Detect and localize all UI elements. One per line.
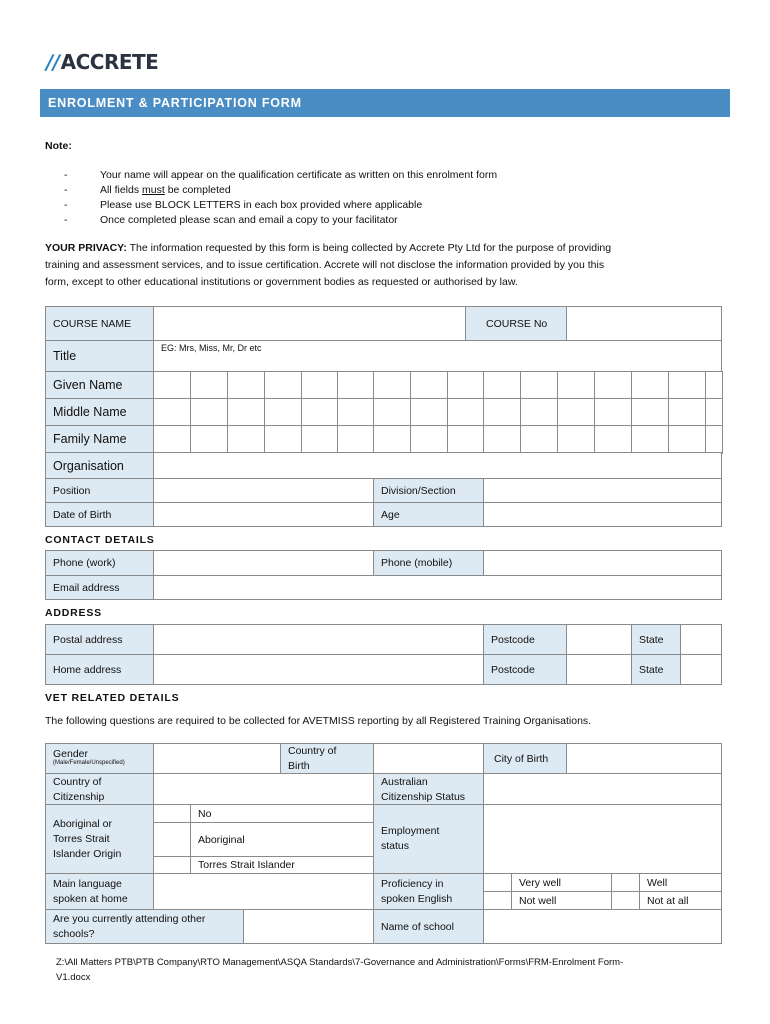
logo-text: ACCRETE — [60, 50, 159, 74]
vet-heading: VET RELATED DETAILS — [45, 692, 180, 704]
citizenship-line-1: Country of — [53, 776, 102, 788]
logo-mark-icon: ∕∕ — [46, 50, 60, 74]
middle-name-label: Middle Name — [45, 398, 154, 426]
note-fields-suffix: be completed — [164, 184, 231, 196]
employment-input[interactable] — [483, 804, 722, 874]
given-name-letter-box[interactable] — [337, 371, 374, 399]
accrete-logo — [46, 50, 158, 74]
not-at-all-label: Not at all — [639, 891, 722, 910]
family-name-letter-box[interactable] — [705, 425, 723, 454]
privacy-line-1: The information requested by this form is being collected by Accrete Pty Ltd for the purpose of providing — [126, 242, 612, 254]
given-name-letter-box[interactable] — [153, 371, 191, 399]
postal-state-input[interactable] — [680, 624, 722, 655]
given-name-label: Given Name — [45, 371, 154, 399]
family-name-letter-box[interactable] — [520, 425, 558, 454]
origin-no-checkbox[interactable] — [153, 804, 191, 823]
main-language-line-1: Main language — [53, 877, 122, 890]
middle-name-letter-box[interactable] — [301, 398, 338, 426]
organisation-input[interactable] — [153, 452, 722, 479]
well-label: Well — [639, 873, 722, 892]
aus-citizenship-line-1: Australian — [381, 776, 428, 788]
family-name-letter-box[interactable] — [483, 425, 521, 454]
bullet: - — [64, 184, 68, 196]
middle-name-letter-box[interactable] — [631, 398, 669, 426]
family-name-letter-box[interactable] — [153, 425, 191, 454]
contact-heading: CONTACT DETAILS — [45, 534, 155, 546]
family-name-letter-box[interactable] — [410, 425, 448, 454]
division-input[interactable] — [483, 478, 722, 503]
family-name-letter-box[interactable] — [373, 425, 411, 454]
middle-name-letter-box[interactable] — [153, 398, 191, 426]
bullet: - — [64, 199, 68, 211]
family-name-letter-box[interactable] — [594, 425, 632, 454]
email-input[interactable] — [153, 575, 722, 600]
note-item-certificate: Your name will appear on the qualification certificate as written on this enrolment form — [100, 169, 498, 181]
postal-address-label: Postal address — [45, 624, 154, 655]
well-checkbox[interactable] — [611, 873, 640, 892]
origin-tsi-checkbox[interactable] — [153, 856, 191, 874]
postal-postcode-label: Postcode — [483, 624, 567, 655]
file-path-footer — [56, 955, 623, 985]
school-name-input[interactable] — [483, 909, 722, 944]
middle-name-letter-box[interactable] — [264, 398, 302, 426]
address-heading: ADDRESS — [45, 607, 102, 619]
gender-input[interactable] — [153, 743, 281, 774]
proficiency-line-2: spoken English — [381, 892, 453, 905]
organisation-label: Organisation — [45, 452, 154, 479]
given-name-letter-box[interactable] — [520, 371, 558, 399]
citizenship-line-2: Citizenship — [53, 791, 105, 803]
middle-name-letter-box[interactable] — [373, 398, 411, 426]
title-input[interactable]: EG: Mrs, Miss, Mr, Dr etc — [153, 340, 722, 372]
country-of-birth-line-1: Country of — [288, 745, 337, 757]
home-state-label: State — [631, 654, 681, 685]
age-label: Age — [373, 502, 484, 527]
citizenship-input[interactable] — [153, 773, 374, 805]
aus-citizenship-input[interactable] — [483, 773, 722, 805]
gender-label-text: Gender — [53, 748, 89, 760]
middle-name-letter-box[interactable] — [520, 398, 558, 426]
very-well-checkbox[interactable] — [483, 873, 512, 892]
origin-aboriginal-checkbox[interactable] — [153, 822, 191, 857]
email-label: Email address — [45, 575, 154, 600]
aus-citizenship-label — [373, 773, 484, 805]
main-language-input[interactable] — [153, 873, 374, 910]
position-label: Position — [45, 478, 154, 503]
middle-name-letter-box[interactable] — [483, 398, 521, 426]
note-item-fields — [100, 183, 231, 198]
origin-no-label: No — [190, 804, 374, 823]
privacy-line-2: training and assessment services, and to issue certification. Accrete will not disclose the information provided by you this — [45, 259, 605, 271]
course-name-input[interactable] — [153, 306, 466, 341]
main-language-label — [45, 873, 154, 910]
form-title-banner: ENROLMENT & PARTICIPATION FORM — [40, 89, 730, 117]
middle-name-letter-box[interactable] — [410, 398, 448, 426]
given-name-letter-box[interactable] — [668, 371, 706, 399]
gender-hint: (Male/Female/Unspecified) — [53, 760, 125, 766]
gender-label — [45, 743, 154, 774]
citizenship-label — [45, 773, 154, 805]
dob-input[interactable] — [153, 502, 374, 527]
proficiency-line-1: Proficiency in — [381, 877, 444, 890]
title-label: Title — [45, 340, 154, 372]
given-name-letter-box[interactable] — [190, 371, 228, 399]
family-name-letter-box[interactable] — [227, 425, 265, 454]
not-well-label: Not well — [511, 891, 612, 910]
position-input[interactable] — [153, 478, 374, 503]
course-no-label: COURSE No — [465, 306, 567, 341]
home-postcode-input[interactable] — [566, 654, 632, 685]
privacy-statement — [45, 240, 735, 291]
file-path-line-1: Z:\All Matters PTB\PTB Company\RTO Management\ASQA Standards\7-Governance and Administration\Forms\FRM-Enrolment Form- — [56, 957, 624, 968]
country-of-birth-input[interactable] — [373, 743, 484, 774]
family-name-letter-box[interactable] — [337, 425, 374, 454]
middle-name-letter-box[interactable] — [668, 398, 706, 426]
bullet: - — [64, 214, 68, 226]
vet-intro: The following questions are required to be collected for AVETMISS reporting by all Registered Training Organisations. — [45, 715, 592, 727]
aus-citizenship-line-2: Citizenship Status — [381, 791, 466, 803]
division-label: Division/Section — [373, 478, 484, 503]
given-name-letter-box[interactable] — [631, 371, 669, 399]
family-name-letter-box[interactable] — [264, 425, 302, 454]
phone-mobile-label: Phone (mobile) — [373, 550, 484, 576]
given-name-letter-box[interactable] — [227, 371, 265, 399]
aboriginal-origin-line-1: Aboriginal or — [53, 817, 112, 830]
employment-label — [373, 804, 484, 874]
course-name-label: COURSE NAME — [45, 306, 154, 341]
note-fields-must: must — [142, 184, 165, 196]
given-name-letter-box[interactable] — [483, 371, 521, 399]
given-name-letter-box[interactable] — [557, 371, 595, 399]
phone-work-input[interactable] — [153, 550, 374, 576]
dob-label: Date of Birth — [45, 502, 154, 527]
family-name-label: Family Name — [45, 425, 154, 453]
family-name-letter-box[interactable] — [631, 425, 669, 454]
given-name-letter-box[interactable] — [301, 371, 338, 399]
given-name-letter-box[interactable] — [705, 371, 723, 399]
middle-name-letter-box[interactable] — [190, 398, 228, 426]
family-name-letter-box[interactable] — [668, 425, 706, 454]
city-of-birth-label: City of Birth — [483, 743, 567, 774]
middle-name-letter-box[interactable] — [557, 398, 595, 426]
country-of-birth-label — [280, 743, 374, 774]
given-name-letter-box[interactable] — [410, 371, 448, 399]
home-state-input[interactable] — [680, 654, 722, 685]
aboriginal-origin-line-3: Islander Origin — [53, 847, 122, 860]
main-language-line-2: spoken at home — [53, 892, 128, 905]
phone-mobile-input[interactable] — [483, 550, 722, 576]
employment-line-1: Employment — [381, 825, 440, 837]
given-name-letter-box[interactable] — [594, 371, 632, 399]
middle-name-letter-box[interactable] — [705, 398, 723, 426]
home-address-label: Home address — [45, 654, 154, 685]
middle-name-letter-box[interactable] — [447, 398, 484, 426]
middle-name-letter-box[interactable] — [227, 398, 265, 426]
family-name-letter-box[interactable] — [557, 425, 595, 454]
note-fields-prefix: All fields — [100, 184, 143, 196]
privacy-label: YOUR PRIVACY: — [45, 242, 127, 254]
age-input[interactable] — [483, 502, 722, 527]
attending-line-1: Are you currently attending other — [53, 912, 206, 925]
family-name-letter-box[interactable] — [447, 425, 484, 454]
origin-aboriginal-label: Aboriginal — [190, 822, 374, 857]
family-name-letter-box[interactable] — [190, 425, 228, 454]
postal-postcode-input[interactable] — [566, 624, 632, 655]
very-well-label: Very well — [511, 873, 612, 892]
employment-line-2: status — [381, 840, 410, 852]
origin-tsi-label: Torres Strait Islander — [190, 856, 374, 874]
attending-schools-label — [45, 909, 244, 944]
country-of-birth-line-2: Birth — [288, 760, 310, 772]
bullet: - — [64, 169, 68, 181]
aboriginal-origin-line-2: Torres Strait — [53, 832, 110, 845]
home-address-input[interactable] — [153, 654, 484, 685]
home-postcode-label: Postcode — [483, 654, 567, 685]
not-at-all-checkbox[interactable] — [611, 891, 640, 910]
given-name-letter-box[interactable] — [264, 371, 302, 399]
note-item-block-letters: Please use BLOCK LETTERS in each box provided where applicable — [100, 199, 423, 211]
aboriginal-origin-label — [45, 804, 154, 874]
postal-address-input[interactable] — [153, 624, 484, 655]
phone-work-label: Phone (work) — [45, 550, 154, 576]
file-path-line-2: V1.docx — [56, 972, 91, 983]
family-name-letter-box[interactable] — [301, 425, 338, 454]
middle-name-letter-box[interactable] — [594, 398, 632, 426]
privacy-line-3: form, except to other educational institutions or government bodies as requested or authorised by law. — [45, 276, 518, 288]
given-name-letter-box[interactable] — [373, 371, 411, 399]
attending-schools-input[interactable] — [243, 909, 374, 944]
middle-name-letter-box[interactable] — [337, 398, 374, 426]
given-name-letter-box[interactable] — [447, 371, 484, 399]
school-name-label: Name of school — [373, 909, 484, 944]
postal-state-label: State — [631, 624, 681, 655]
note-heading: Note: — [45, 140, 72, 152]
city-of-birth-input[interactable] — [566, 743, 722, 774]
not-well-checkbox[interactable] — [483, 891, 512, 910]
proficiency-label — [373, 873, 484, 910]
course-no-input[interactable] — [566, 306, 722, 341]
attending-line-2: schools? — [53, 927, 95, 940]
note-item-scan: Once completed please scan and email a copy to your facilitator — [100, 214, 398, 226]
